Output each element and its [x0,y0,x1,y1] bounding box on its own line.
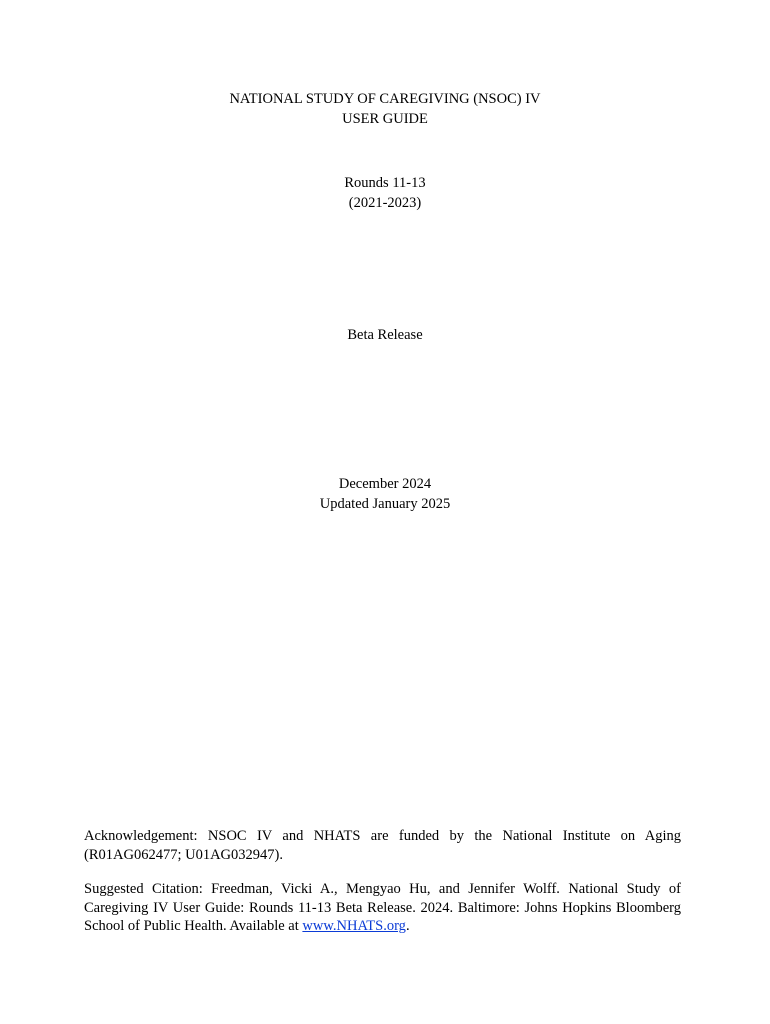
title-line-2: USER GUIDE [342,111,428,127]
rounds-line: Rounds 11-13 [344,175,426,191]
nhats-link[interactable]: www.NHATS.org [302,918,406,934]
years-line: (2021-2023) [348,195,422,211]
citation-trailing: . [405,918,410,934]
release-date: December 2024 [338,476,432,492]
rounds-info [0,173,770,213]
date-info [0,474,770,514]
citation-paragraph [84,880,681,936]
release-label [0,325,770,345]
release-text: Beta Release [347,327,423,343]
title-line-1: NATIONAL STUDY OF CAREGIVING (NSOC) IV [229,91,541,107]
document-title [0,89,770,129]
acknowledgement-paragraph: Acknowledgement: NSOC IV and NHATS are funded by the National Institute on Aging (R01AG062477; U01AG032947). [84,828,681,863]
citation-text: Suggested Citation: Freedman, Vicki A., Mengyao Hu, and Jennifer Wolff. National Study of Caregiving IV User Guide: Rounds 11-13 Beta Release. 2024. Baltimore: Johns Hopkins Bloomberg School of Public Health. Available at [84,881,681,934]
updated-date: Updated January 2025 [319,496,451,512]
